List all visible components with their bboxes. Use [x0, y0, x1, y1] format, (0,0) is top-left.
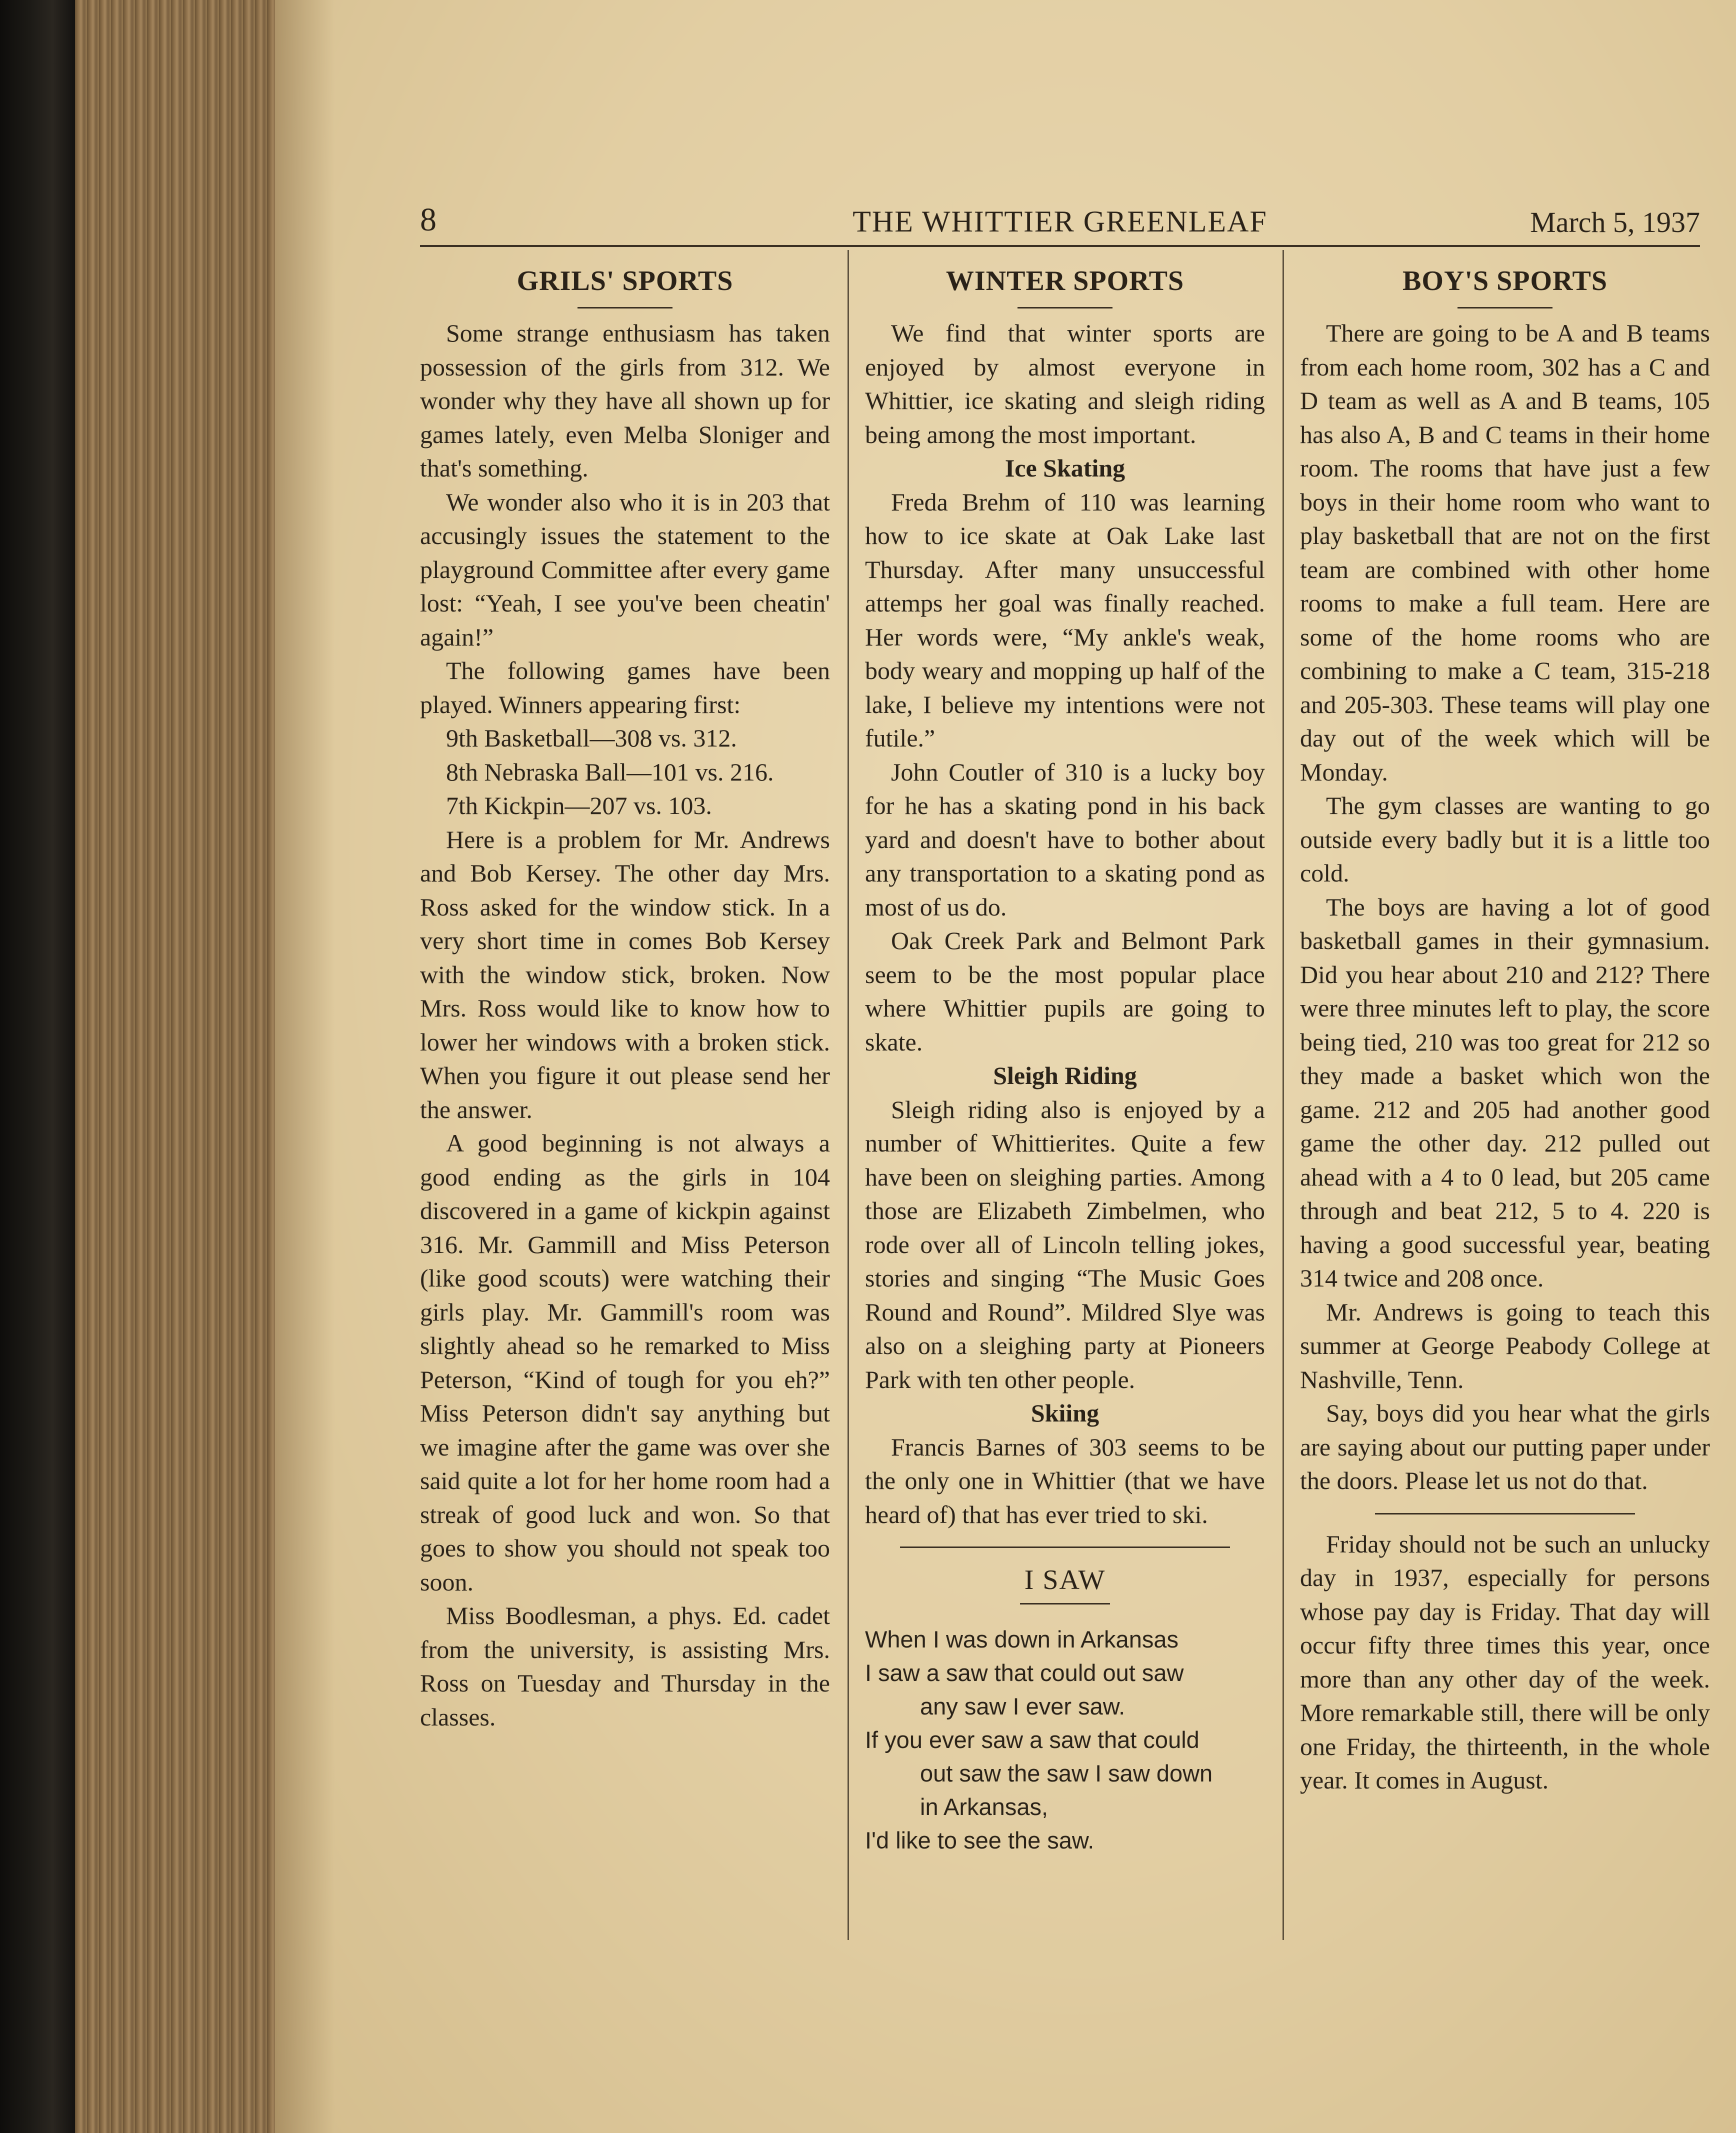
issue-date: March 5, 1937: [1530, 206, 1700, 238]
girls-sports-column: [420, 250, 830, 1960]
article-paragraph: We wonder also who it is in 203 that accusingly issues the statement to the playground Committee after every game lost: “Yeah, I see you've been cheatin' again!”: [420, 488, 830, 651]
game-result: 9th Basketball—308 vs. 312.: [446, 724, 737, 752]
article-paragraph: There are going to be A and B teams from each home room, 302 has a C and D team as well as A and B teams, 105 has also A, B and C teams in their home room. The rooms that have just a few boys in their home room who want to play basketball that are not on the first team are combined with other home rooms to make a full team. Here are some of the home rooms who are combining to make a C team, 315-218 and 205-303. These teams will play one day out of the week which will be Monday.: [1300, 319, 1710, 786]
girls-sports-title: GRILS' SPORTS: [516, 266, 734, 296]
winter-sports-column: [865, 250, 1265, 1960]
article-paragraph: The gym classes are wanting to go outside every badly but it is a little too cold.: [1300, 792, 1710, 887]
page-header: [420, 200, 1700, 247]
article-paragraph: Here is a problem for Mr. Andrews and Bob Kersey. The other day Mrs. Ross asked for the window stick. In a very short time in comes Bob Kersey with the window stick, broken. Now Mrs. Ross would like to know how to lower her windows with a broken stick. When you figure it out please send her the answer.: [420, 825, 830, 1124]
paper-title: THE WHITTIER GREENLEAF: [852, 205, 1268, 238]
title-rule: [1020, 1603, 1110, 1604]
title-rule: [1018, 307, 1112, 308]
game-result: 7th Kickpin—207 vs. 103.: [446, 792, 712, 820]
article-paragraph: Miss Boodlesman, a phys. Ed. cadet from the university, is assisting Mrs. Ross on Tuesday and Thursday in the classes.: [420, 1602, 830, 1731]
poem-title: I SAW: [1024, 1564, 1106, 1596]
article-paragraph: Sleigh riding also is enjoyed by a number of Whittierites. Quite a few have been on sleighing parties. Among those are Elizabeth Zimbelmen, who rode over all of Lincoln telling jokes, stories and singing “The Music Goes Round and Round”. Mildred Slye was also on a sleighing party at Pioneers Park with ten other people.: [865, 1095, 1265, 1394]
article-paragraph: Oak Creek Park and Belmont Park seem to be the most popular place where Whittier pupils are going to skate.: [865, 926, 1265, 1056]
poem-line: in Arkansas,: [920, 1794, 1048, 1820]
article-paragraph: John Coutler of 310 is a lucky boy for he has a skating pond in his back yard and doesn't have to bother about any transportation to a skating pond as most of us do.: [865, 758, 1265, 921]
winter-sports-title: WINTER SPORTS: [946, 266, 1184, 296]
boys-sports-column: [1300, 250, 1710, 1960]
skiing-heading: Skiing: [1030, 1399, 1100, 1427]
poem-line: If you ever saw a saw that could: [865, 1726, 1200, 1753]
poem-line: out saw the saw I saw down: [920, 1760, 1213, 1786]
section-separator: [900, 1546, 1230, 1548]
poem-line: any saw I ever saw.: [920, 1693, 1126, 1720]
article-paragraph: Say, boys did you hear what the girls are saying about our putting paper under the doors. Please let us not do that.: [1300, 1399, 1710, 1494]
column-divider: [848, 250, 849, 1940]
article-paragraph: We find that winter sports are enjoyed by almost everyone in Whittier, ice skating and sleigh riding being among the most important.: [865, 319, 1265, 448]
sleigh-riding-heading: Sleigh Riding: [993, 1062, 1137, 1090]
article-paragraph: Mr. Andrews is going to teach this summer at George Peabody College at Nashville, Tenn.: [1300, 1298, 1710, 1394]
article-paragraph: Francis Barnes of 303 seems to be the only one in Whittier (that we have heard of) that has ever tried to ski.: [865, 1432, 1265, 1528]
title-rule: [578, 307, 672, 308]
page-edges: [75, 0, 275, 2133]
article-paragraph: Some strange enthusiasm has taken possession of the girls from 312. We wonder why they have all shown up for games lately, even Melba Sloniger and that's something.: [420, 319, 830, 482]
article-paragraph: The following games have been played. Winners appearing first:: [420, 656, 830, 718]
poem-line: When I was down in Arkansas: [865, 1626, 1178, 1652]
poem-line: I'd like to see the saw.: [865, 1827, 1094, 1854]
article-paragraph: A good beginning is not always a good ending as the girls in 104 discovered in a game of kickpin against 316. Mr. Gammill and Miss Peterson (like good scouts) were watching their girls play. Mr. Gammill's room was slightly ahead so he remarked to Miss Peterson, “Kind of tough for you eh?” Miss Peterson didn't say anything but we imagine after the game was over she said quite a lot for her home room had a streak of good luck and won. So that goes to show you should not speak too soon.: [420, 1129, 830, 1596]
page-number: 8: [420, 202, 436, 238]
book-spine: [0, 0, 75, 2133]
title-rule: [1458, 307, 1552, 308]
ice-skating-heading: Ice Skating: [1004, 454, 1126, 482]
section-separator: [1375, 1513, 1635, 1514]
poem-line: I saw a saw that could out saw: [865, 1660, 1184, 1686]
newspaper-page: [275, 0, 1736, 2133]
column-divider: [1282, 250, 1284, 1940]
poem-body: [865, 1622, 1265, 1857]
boys-sports-title: BOY'S SPORTS: [1402, 266, 1608, 296]
article-paragraph: Freda Brehm of 110 was learning how to ice skate at Oak Lake last Thursday. After many unsuccessful attemps her goal was finally reached. Her words were, “My ankle's weak, body weary and mopping up half of the lake, I believe my intentions were not futile.”: [865, 488, 1265, 752]
game-result: 8th Nebraska Ball—101 vs. 216.: [446, 758, 774, 786]
article-paragraph: The boys are having a lot of good basketball games in their gymnasium. Did you hear about 210 and 212? There were three minutes left to play, the score being tied, 210 was too great for 212 so they made a basket which won the game. 212 and 205 had another good game the other day. 212 pulled out ahead with a 4 to 0 lead, but 205 came through and beat 212, 5 to 4. 220 is having a good successful year, beating 314 twice and 208 once.: [1300, 892, 1710, 1292]
friday-note: Friday should not be such an unlucky day in 1937, especially for persons whose pay day is Friday. That day will occur fifty three times this year, once more than any other day of the week. More remarkable still, there will be only one Friday, the thirteenth, in the whole year. It comes in August.: [1300, 1530, 1710, 1794]
